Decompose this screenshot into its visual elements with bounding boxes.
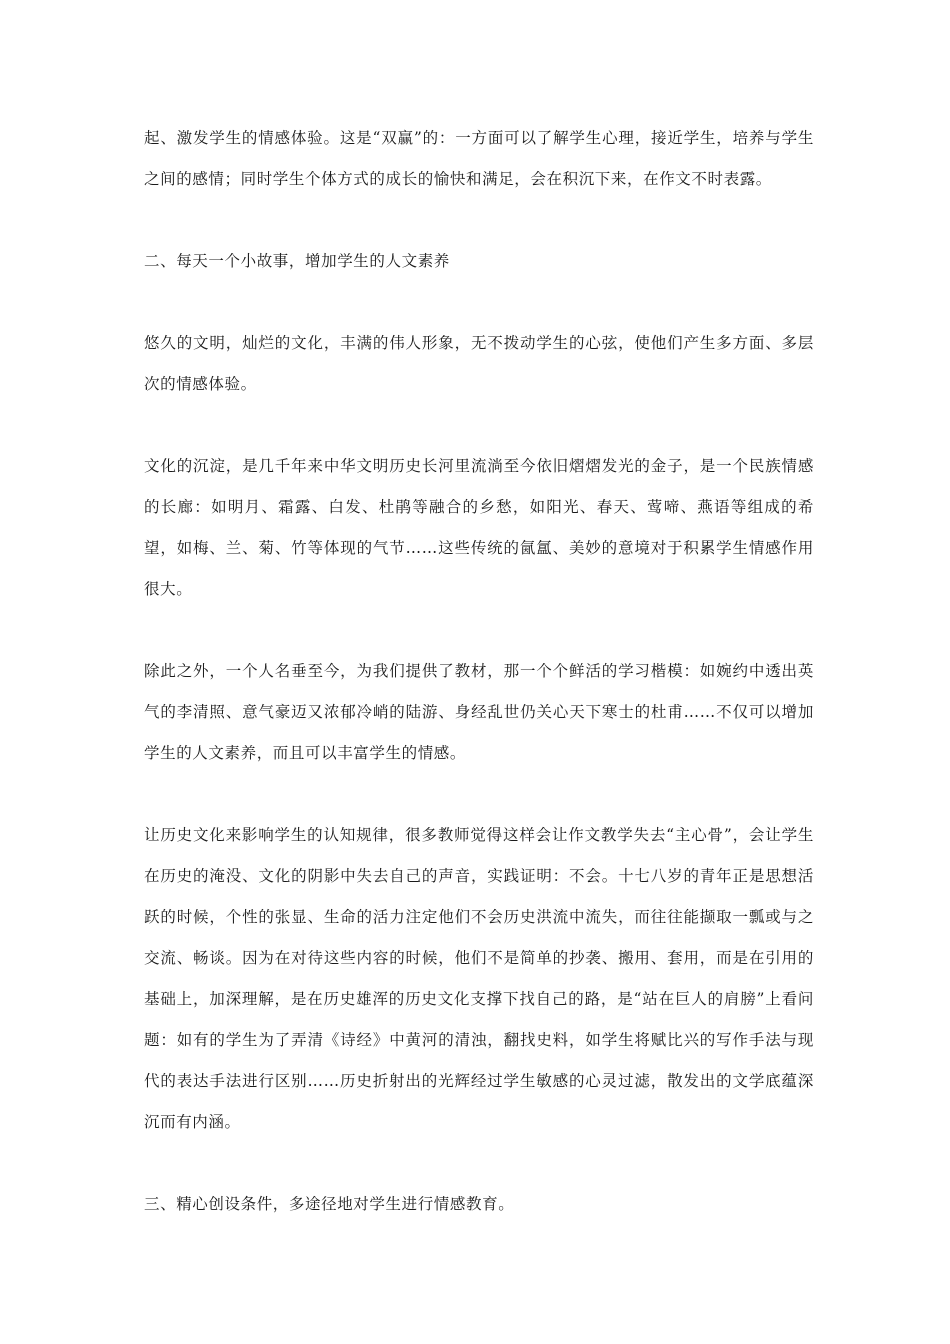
paragraph-culture-sediment: 文化的沉淀，是几千年来中华文明历史长河里流淌至今依旧熠熠发光的金子，是一个民族情感的长廊：如明月、霜露、白发、杜鹃等融合的乡愁，如阳光、春天、莺啼、燕语等组成的希望，如梅、兰、菊、竹等体现的气节……这些传统的氤氲、美妙的意境对于积累学生情感作用很大。 <box>144 457 814 598</box>
paragraph-civilization: 悠久的文明，灿烂的文化，丰满的伟人形象，无不拨动学生的心弦，使他们产生多方面、多层次的情感体验。 <box>144 334 814 393</box>
section-heading-three: 三、精心创设条件，多途径地对学生进行情感教育。 <box>144 1195 515 1213</box>
paragraph-history-influence: 让历史文化来影响学生的认知规律，很多教师觉得这样会让作文教学失去“主心骨”，会让学生在历史的淹没、文化的阴影中失去自己的声音，实践证明：不会。十七八岁的青年正是思想活跃的时候，个性的张显、生命的活力注定他们不会历史洪流中流失，而往往能撷取一瓢或与之交流、畅谈。因为在对待这些内容的时候，他们不是简单的抄袭、搬用、套用，而是在引用的基础上，加深理解，是在历史雄浑的历史文化支撑下找自己的路，是“站在巨人的肩膀”上看问题：如有的学生为了弄清《诗经》中黄河的清浊，翻找史料，如学生将赋比兴的写作手法与现代的表达手法进行区别……历史折射出的光辉经过学生敏感的心灵过滤，散发出的文学底蕴深沉而有内涵。 <box>144 826 814 1131</box>
section-heading-two: 二、每天一个小故事，增加学生的人文素养 <box>144 252 450 270</box>
document-page <box>144 118 814 1266</box>
paragraph-role-models: 除此之外，一个人名垂至今，为我们提供了教材，那一个个鲜活的学习楷模：如婉约中透出英气的李清照、意气豪迈又浓郁冷峭的陆游、身经乱世仍关心天下寒士的杜甫……不仅可以增加学生的人文素养，而且可以丰富学生的情感。 <box>144 662 814 762</box>
paragraph-continuation: 起、激发学生的情感体验。这是“双赢”的：一方面可以了解学生心理，接近学生，培养与学生之间的感情；同时学生个体方式的成长的愉快和满足，会在积沉下来，在作文不时表露。 <box>144 129 814 188</box>
